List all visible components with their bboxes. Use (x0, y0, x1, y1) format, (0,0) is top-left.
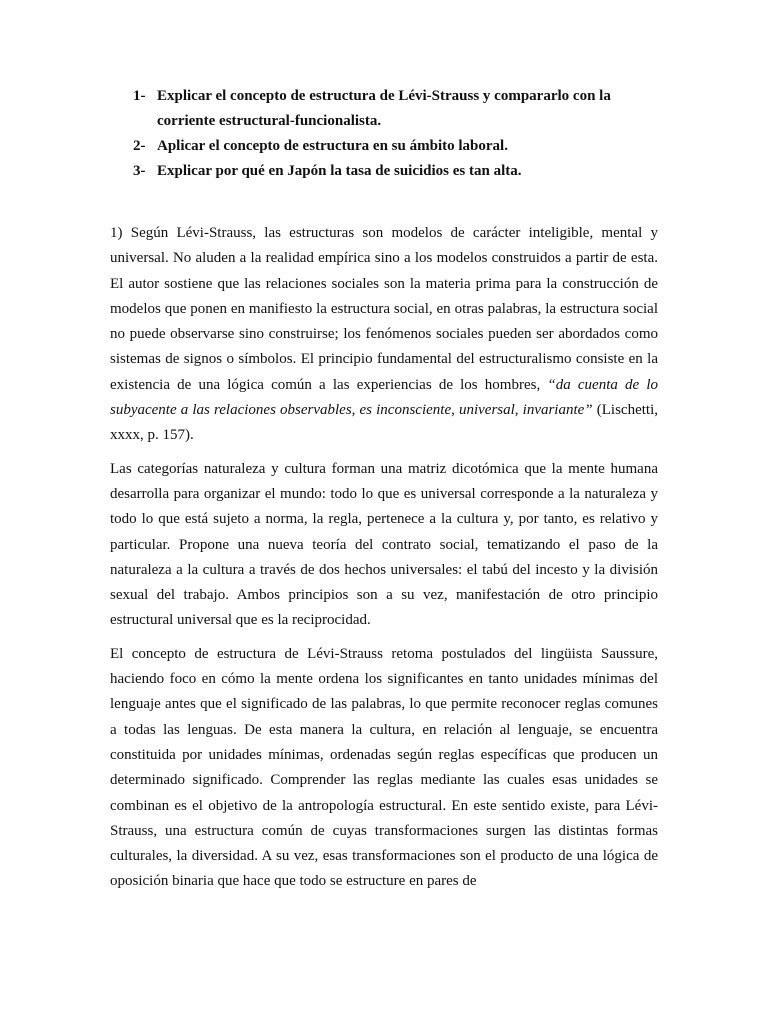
question-item (133, 84, 653, 134)
question-item (133, 134, 653, 159)
paragraph-3: El concepto de estructura de Lévi-Strauss retoma postulados del lingüista Saussure, haciendo foco en cómo la mente ordena los significantes en tanto unidades mínimas del lenguaje antes que el significado de las palabras, lo que permite reconocer reglas comunes a todas las lenguas. De esta manera la cultura, en relación al lenguaje, se encuentra constituida por unidades mínimas, ordenadas según reglas específicas que producen un determinado significado. Comprender las reglas mediante las cuales esas unidades se combinan es el objetivo de la antropología estructural. En este sentido existe, para Lévi-Strauss, una estructura común de cuyas transformaciones surgen las distintas formas culturales, la diversidad. A su vez, esas transformaciones son el producto de una lógica de oposición binaria que hace que todo se estructure en pares de (110, 645, 658, 890)
question-number: 3- (133, 163, 146, 179)
citation: (Lischetti, xxxx, p. 157). (110, 402, 658, 444)
question-item (133, 159, 653, 184)
question-number: 2- (133, 138, 146, 154)
quotation: “da cuenta de lo subyacente a las relaciones observables, es inconsciente, universal, invariante” (110, 376, 659, 419)
paragraph-1 (110, 221, 658, 449)
paragraph-1-text: 1) Según Lévi-Strauss, las estructuras son modelos de carácter inteligible, mental y universal. No aluden a la realidad empírica sino a los modelos construidos a partir de esta. El autor sostiene que las relaciones sociales son la materia prima para la construcción de modelos que ponen en manifiesto la estructura social, en otras palabras, la estructura social no puede observarse sino construirse; los fenómenos sociales pueden ser abordados como sistemas de signos o símbolos. El principio fundamental del estructuralismo consiste en la existencia de una lógica común a las experiencias de los hombres, (110, 225, 658, 393)
answer-body (110, 221, 658, 903)
question-list (133, 84, 653, 184)
question-text: Aplicar el concepto de estructura en su ámbito laboral. (157, 138, 508, 154)
question-number: 1- (133, 88, 146, 104)
question-text: Explicar el concepto de estructura de Lévi-Strauss y compararlo con la corriente estructural-funcionalista. (157, 88, 611, 129)
question-text: Explicar por qué en Japón la tasa de suicidios es tan alta. (157, 163, 522, 179)
paragraph-2: Las categorías naturaleza y cultura forman una matriz dicotómica que la mente humana desarrolla para organizar el mundo: todo lo que es universal corresponde a la naturaleza y todo lo que está sujeto a norma, la regla, pertenece a la cultura y, por tanto, es relativo y particular. Propone una nueva teoría del contrato social, tematizando el paso de la naturaleza a la cultura a través de dos hechos universales: el tabú del incesto y la división sexual del trabajo. Ambos principios son a su vez, manifestación de otro principio estructural universal que es la reciprocidad. (110, 460, 658, 629)
